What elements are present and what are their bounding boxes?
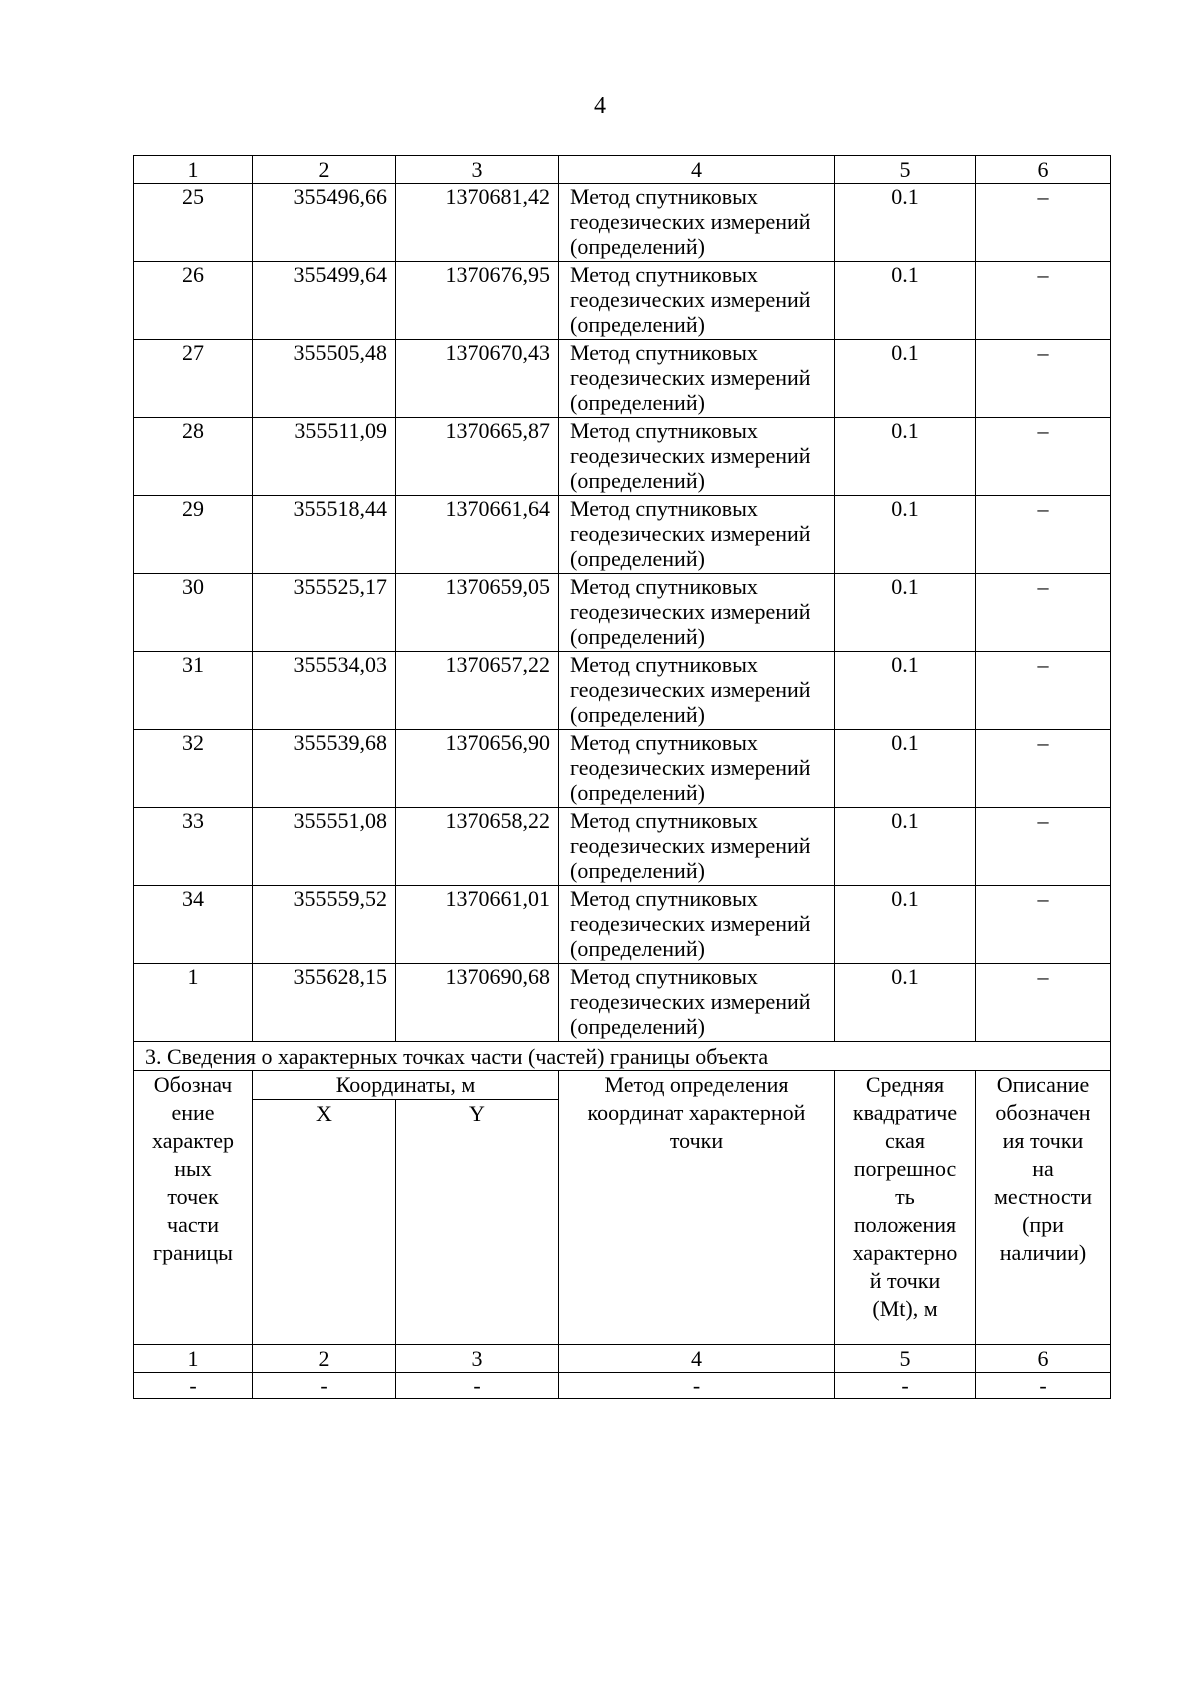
section3-col4-header: Метод определения координат характерной точки	[559, 1071, 835, 1345]
x-coordinate: 355505,48	[253, 340, 396, 418]
method-line: Метод спутниковых	[570, 262, 758, 287]
method-line: (определений)	[570, 234, 705, 259]
section3-column-number-row	[134, 1345, 1111, 1373]
point-number: 29	[134, 496, 253, 574]
position-error: 0.1	[835, 184, 976, 262]
page-number: 4	[594, 93, 606, 119]
point-row	[134, 184, 1111, 262]
point-number: 26	[134, 262, 253, 340]
method-line: (определений)	[570, 624, 705, 649]
column-number: 6	[976, 1345, 1111, 1373]
position-error: 0.1	[835, 496, 976, 574]
position-error: 0.1	[835, 418, 976, 496]
point-description: –	[976, 574, 1111, 652]
point-number: 34	[134, 886, 253, 964]
y-coordinate: 1370659,05	[396, 574, 559, 652]
y-coordinate: 1370670,43	[396, 340, 559, 418]
method-line: Метод спутниковых	[570, 418, 758, 443]
point-row	[134, 496, 1111, 574]
point-row	[134, 652, 1111, 730]
point-number: 30	[134, 574, 253, 652]
point-row	[134, 730, 1111, 808]
y-coordinate: 1370681,42	[396, 184, 559, 262]
method-line: (определений)	[570, 780, 705, 805]
column-number: 2	[253, 1345, 396, 1373]
method-line: (определений)	[570, 312, 705, 337]
y-coordinate: 1370657,22	[396, 652, 559, 730]
method-line: геодезических измерений	[570, 521, 811, 546]
method	[559, 730, 835, 808]
x-coordinate: 355518,44	[253, 496, 396, 574]
method-line: Метод спутниковых	[570, 652, 758, 677]
section3-col5-header: Средняя квадратиче ская погрешнос ть положения характерно й точки (Mt), м	[835, 1071, 976, 1345]
column-number: 4	[559, 156, 835, 184]
column-number: 1	[134, 1345, 253, 1373]
point-number: 32	[134, 730, 253, 808]
point-number: 33	[134, 808, 253, 886]
method-line: геодезических измерений	[570, 989, 811, 1014]
column-number-row	[134, 156, 1111, 184]
empty-cell: -	[559, 1373, 835, 1399]
y-coordinate: 1370656,90	[396, 730, 559, 808]
position-error: 0.1	[835, 340, 976, 418]
point-row	[134, 340, 1111, 418]
x-coordinate: 355551,08	[253, 808, 396, 886]
section3-header-row-1	[134, 1071, 1111, 1100]
x-header: X	[253, 1100, 396, 1345]
point-number: 31	[134, 652, 253, 730]
point-number: 1	[134, 964, 253, 1042]
position-error: 0.1	[835, 730, 976, 808]
empty-cell: -	[396, 1373, 559, 1399]
method	[559, 808, 835, 886]
y-coordinate: 1370661,01	[396, 886, 559, 964]
method	[559, 262, 835, 340]
section3-title-row	[134, 1042, 1111, 1071]
method-line: (определений)	[570, 546, 705, 571]
position-error: 0.1	[835, 808, 976, 886]
method	[559, 652, 835, 730]
section3-col1-header: Обознач ение характер ных точек части границы	[134, 1071, 253, 1345]
method	[559, 184, 835, 262]
method	[559, 886, 835, 964]
point-description: –	[976, 418, 1111, 496]
method-line: геодезических измерений	[570, 443, 811, 468]
x-coordinate: 355534,03	[253, 652, 396, 730]
method	[559, 340, 835, 418]
column-number: 5	[835, 156, 976, 184]
method-line: Метод спутниковых	[570, 496, 758, 521]
method-line: геодезических измерений	[570, 287, 811, 312]
empty-cell: -	[253, 1373, 396, 1399]
method-line: геодезических измерений	[570, 677, 811, 702]
point-row	[134, 886, 1111, 964]
method-line: (определений)	[570, 936, 705, 961]
x-coordinate: 355511,09	[253, 418, 396, 496]
method	[559, 496, 835, 574]
method-line: (определений)	[570, 390, 705, 415]
position-error: 0.1	[835, 574, 976, 652]
position-error: 0.1	[835, 262, 976, 340]
method-line: (определений)	[570, 702, 705, 727]
column-number: 5	[835, 1345, 976, 1373]
point-number: 25	[134, 184, 253, 262]
point-description: –	[976, 496, 1111, 574]
method-line: геодезических измерений	[570, 911, 811, 936]
method-line: Метод спутниковых	[570, 886, 758, 911]
point-description: –	[976, 652, 1111, 730]
column-number: 6	[976, 156, 1111, 184]
method-line: (определений)	[570, 468, 705, 493]
position-error: 0.1	[835, 964, 976, 1042]
position-error: 0.1	[835, 886, 976, 964]
method-line: Метод спутниковых	[570, 184, 758, 209]
point-row	[134, 574, 1111, 652]
point-row	[134, 808, 1111, 886]
method-line: Метод спутниковых	[570, 808, 758, 833]
column-number: 3	[396, 1345, 559, 1373]
method-line: Метод спутниковых	[570, 340, 758, 365]
coords-header: Координаты, м	[253, 1071, 559, 1100]
x-coordinate: 355525,17	[253, 574, 396, 652]
method-line: Метод спутниковых	[570, 964, 758, 989]
y-coordinate: 1370665,87	[396, 418, 559, 496]
column-number: 3	[396, 156, 559, 184]
point-description: –	[976, 808, 1111, 886]
section3-title: 3. Сведения о характерных точках части (частей) границы объекта	[134, 1042, 1111, 1071]
y-header: Y	[396, 1100, 559, 1345]
method-line: геодезических измерений	[570, 209, 811, 234]
empty-cell: -	[976, 1373, 1111, 1399]
column-number: 1	[134, 156, 253, 184]
x-coordinate: 355499,64	[253, 262, 396, 340]
point-row	[134, 964, 1111, 1042]
point-number: 28	[134, 418, 253, 496]
y-coordinate: 1370690,68	[396, 964, 559, 1042]
x-coordinate: 355628,15	[253, 964, 396, 1042]
y-coordinate: 1370676,95	[396, 262, 559, 340]
column-number: 2	[253, 156, 396, 184]
coordinates-table	[133, 155, 1111, 1399]
method	[559, 964, 835, 1042]
x-coordinate: 355559,52	[253, 886, 396, 964]
method-line: Метод спутниковых	[570, 574, 758, 599]
empty-cell: -	[134, 1373, 253, 1399]
point-description: –	[976, 340, 1111, 418]
method-line: (определений)	[570, 1014, 705, 1039]
position-error: 0.1	[835, 652, 976, 730]
method	[559, 418, 835, 496]
method-line: геодезических измерений	[570, 365, 811, 390]
method-line: геодезических измерений	[570, 599, 811, 624]
method	[559, 574, 835, 652]
point-description: –	[976, 886, 1111, 964]
y-coordinate: 1370658,22	[396, 808, 559, 886]
point-row	[134, 262, 1111, 340]
section3-col6-header: Описание обозначен ия точки на местности (при наличии)	[976, 1071, 1111, 1345]
point-number: 27	[134, 340, 253, 418]
point-description: –	[976, 262, 1111, 340]
column-number: 4	[559, 1345, 835, 1373]
method-line: (определений)	[570, 858, 705, 883]
method-line: геодезических измерений	[570, 755, 811, 780]
x-coordinate: 355539,68	[253, 730, 396, 808]
point-description: –	[976, 730, 1111, 808]
empty-cell: -	[835, 1373, 976, 1399]
method-line: геодезических измерений	[570, 833, 811, 858]
point-row	[134, 418, 1111, 496]
x-coordinate: 355496,66	[253, 184, 396, 262]
point-description: –	[976, 964, 1111, 1042]
method-line: Метод спутниковых	[570, 730, 758, 755]
section3-empty-row	[134, 1373, 1111, 1399]
point-description: –	[976, 184, 1111, 262]
y-coordinate: 1370661,64	[396, 496, 559, 574]
